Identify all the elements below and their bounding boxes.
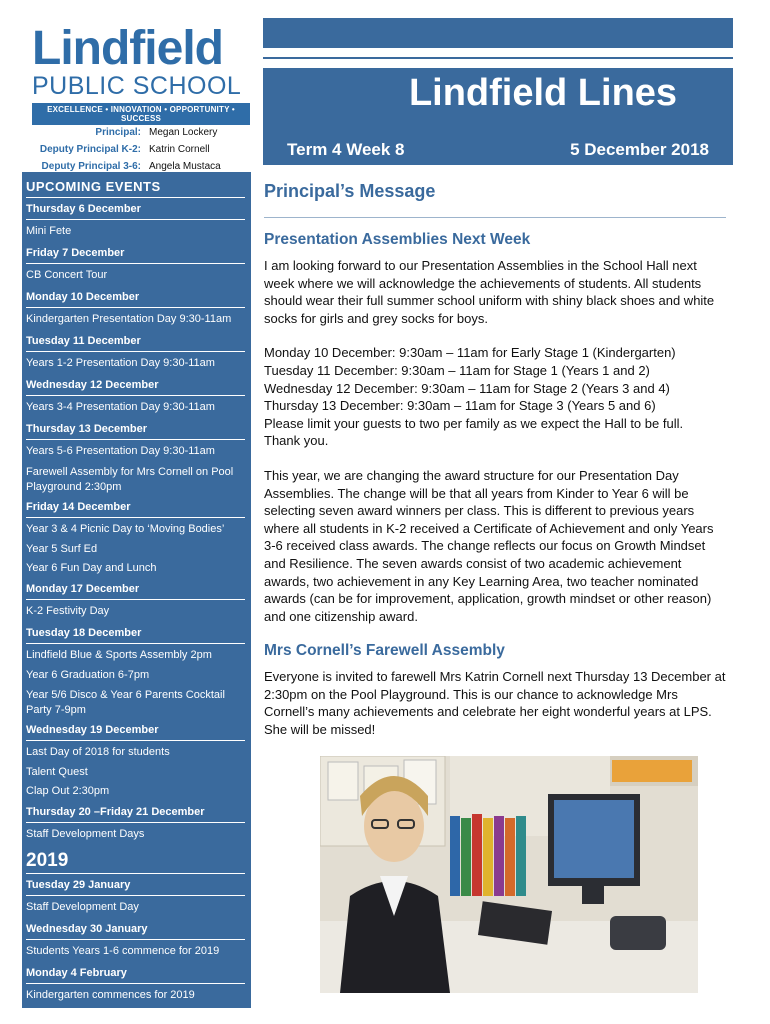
presentation-intro: I am looking forward to our Presentation Assemblies in the School Hall next week where we will acknowledge the achievements of students. All students should wear their full summer school uniform with shiny black shoes and white socks for girls and grey socks for boys. (264, 258, 715, 326)
event-item: Farewell Assembly for Mrs Cornell on Pool Playground 2:30pm (26, 466, 234, 493)
event-date: Wednesday 30 January (26, 918, 245, 940)
event-item: Kindergarten Presentation Day 9:30-11am (26, 313, 232, 325)
event-item: Clap Out 2:30pm (26, 785, 110, 797)
event-item: Mini Fete (26, 225, 72, 237)
newsletter-title: Lindfield Lines (408, 72, 678, 114)
event-date: Tuesday 11 December (26, 330, 245, 352)
school-logo (32, 22, 250, 125)
event-item: Years 1-2 Presentation Day 9:30-11am (26, 357, 215, 369)
schedule-line: Tuesday 11 December: 9:30am – 11am for Stage 1 (Years 1 and 2) (264, 362, 650, 378)
event-item: Year 5/6 Disco & Year 6 Parents Cocktail Party 7-9pm (26, 689, 225, 716)
principal-message-heading: Principal’s Message (264, 181, 436, 201)
event-date: Wednesday 19 December (26, 719, 245, 741)
farewell-heading: Mrs Cornell’s Farewell Assembly (264, 642, 505, 660)
header-divider (263, 57, 733, 59)
staff-name: Katrin Cornell (149, 144, 210, 155)
year-heading: 2019 (26, 848, 245, 874)
schedule-line: Thank you. (264, 433, 329, 449)
event-item: Students Years 1-6 commence for 2019 (26, 945, 220, 957)
event-item: Year 5 Surf Ed (26, 543, 98, 555)
event-item: Year 3 & 4 Picnic Day to ‘Moving Bodies’ (26, 523, 225, 535)
staff-role: Principal: (95, 127, 141, 138)
event-date: Monday 10 December (26, 286, 245, 308)
event-item: CB Concert Tour (26, 269, 108, 281)
staff-row (26, 124, 221, 141)
term-week: Term 4 Week 8 (287, 140, 405, 159)
schedule-line: Monday 10 December: 9:30am – 11am for Early Stage 1 (Kindergarten) (264, 345, 676, 361)
assembly-schedule (264, 344, 726, 450)
main-content (264, 176, 726, 756)
event-date: Friday 14 December (26, 496, 245, 518)
event-item: Kindergarten commences for 2019 (26, 989, 195, 1001)
staff-row (26, 141, 221, 158)
event-item: Staff Development Day (26, 901, 139, 913)
sidebar-heading: UPCOMING EVENTS (26, 176, 245, 198)
event-item: K-2 Festivity Day (26, 605, 110, 617)
event-date: Wednesday 12 December (26, 374, 245, 396)
newsletter-header (263, 68, 733, 165)
farewell-paragraph: Everyone is invited to farewell Mrs Katrin Cornell next Thursday 13 December at 2:30pm on the Pool Playground. This is our chance to acknowledge Mrs Cornell’s many achievements and celebrate her eight wonderful years at LPS. She will be missed! (264, 669, 726, 738)
event-item: Staff Development Days (26, 828, 145, 840)
header-top-bar (263, 18, 733, 48)
upcoming-events-sidebar (22, 172, 251, 1008)
schedule-line: Thursday 13 December: 9:30am – 11am for Stage 3 (Years 5 and 6) (264, 398, 656, 414)
staff-role: Deputy Principal K-2: (39, 144, 141, 155)
event-item: Year 6 Graduation 6-7pm (26, 669, 150, 681)
schedule-line: Please limit your guests to two per family as we expect the Hall to be full. (264, 415, 684, 431)
staff-name: Angela Mustaca (149, 161, 221, 172)
staff-name: Megan Lockery (149, 127, 218, 138)
event-date: Friday 7 December (26, 242, 245, 264)
event-date: Monday 4 February (26, 962, 245, 984)
photo-illustration (320, 756, 698, 993)
event-item: Year 6 Fun Day and Lunch (26, 562, 157, 574)
event-date: Thursday 6 December (26, 198, 245, 220)
office-photo (320, 756, 698, 993)
issue-date: 5 December 2018 (570, 140, 709, 159)
event-item: Lindfield Blue & Sports Assembly 2pm (26, 649, 212, 661)
event-date: Monday 17 December (26, 578, 245, 600)
staff-role: Deputy Principal 3-6: (41, 161, 141, 172)
schedule-line: Wednesday 12 December: 9:30am – 11am for Stage 2 (Years 3 and 4) (264, 380, 670, 396)
award-paragraph: This year, we are changing the award structure for our Presentation Day Assemblies. The change will be that all years from Kinder to Year 6 will be selecting seven award winners per class. This is different to previous years where all students in K-2 received a Certificate of Achievement and only Years 3-6 received class awards. The change reflects our focus on Growth Mindset and Resilience. The seven awards consist of two academic achievement awards, two achievement in any Key Learning Area, two teacher nominated awards (can be for improvement, application, growth mindset or other reason) and one citizenship award. (264, 467, 714, 624)
heading-rule (264, 217, 726, 218)
event-date: Thursday 13 December (26, 418, 245, 440)
logo-tagline: EXCELLENCE • INNOVATION • OPPORTUNITY • SUCCESS (32, 103, 250, 125)
event-item: Talent Quest (26, 766, 88, 778)
event-date: Thursday 20 –Friday 21 December (26, 801, 245, 823)
event-date: Tuesday 29 January (26, 874, 245, 896)
logo-subtitle: PUBLIC SCHOOL (32, 72, 242, 100)
spacer (264, 450, 726, 467)
presentation-heading: Presentation Assemblies Next Week (264, 231, 531, 248)
event-item: Years 3-4 Presentation Day 9:30-11am (26, 401, 215, 413)
logo-name: Lindfield (32, 22, 223, 75)
event-date: Tuesday 18 December (26, 622, 245, 644)
event-item: Last Day of 2018 for students (26, 746, 170, 758)
staff-list (26, 124, 221, 175)
event-item: Years 5-6 Presentation Day 9:30-11am (26, 445, 215, 457)
